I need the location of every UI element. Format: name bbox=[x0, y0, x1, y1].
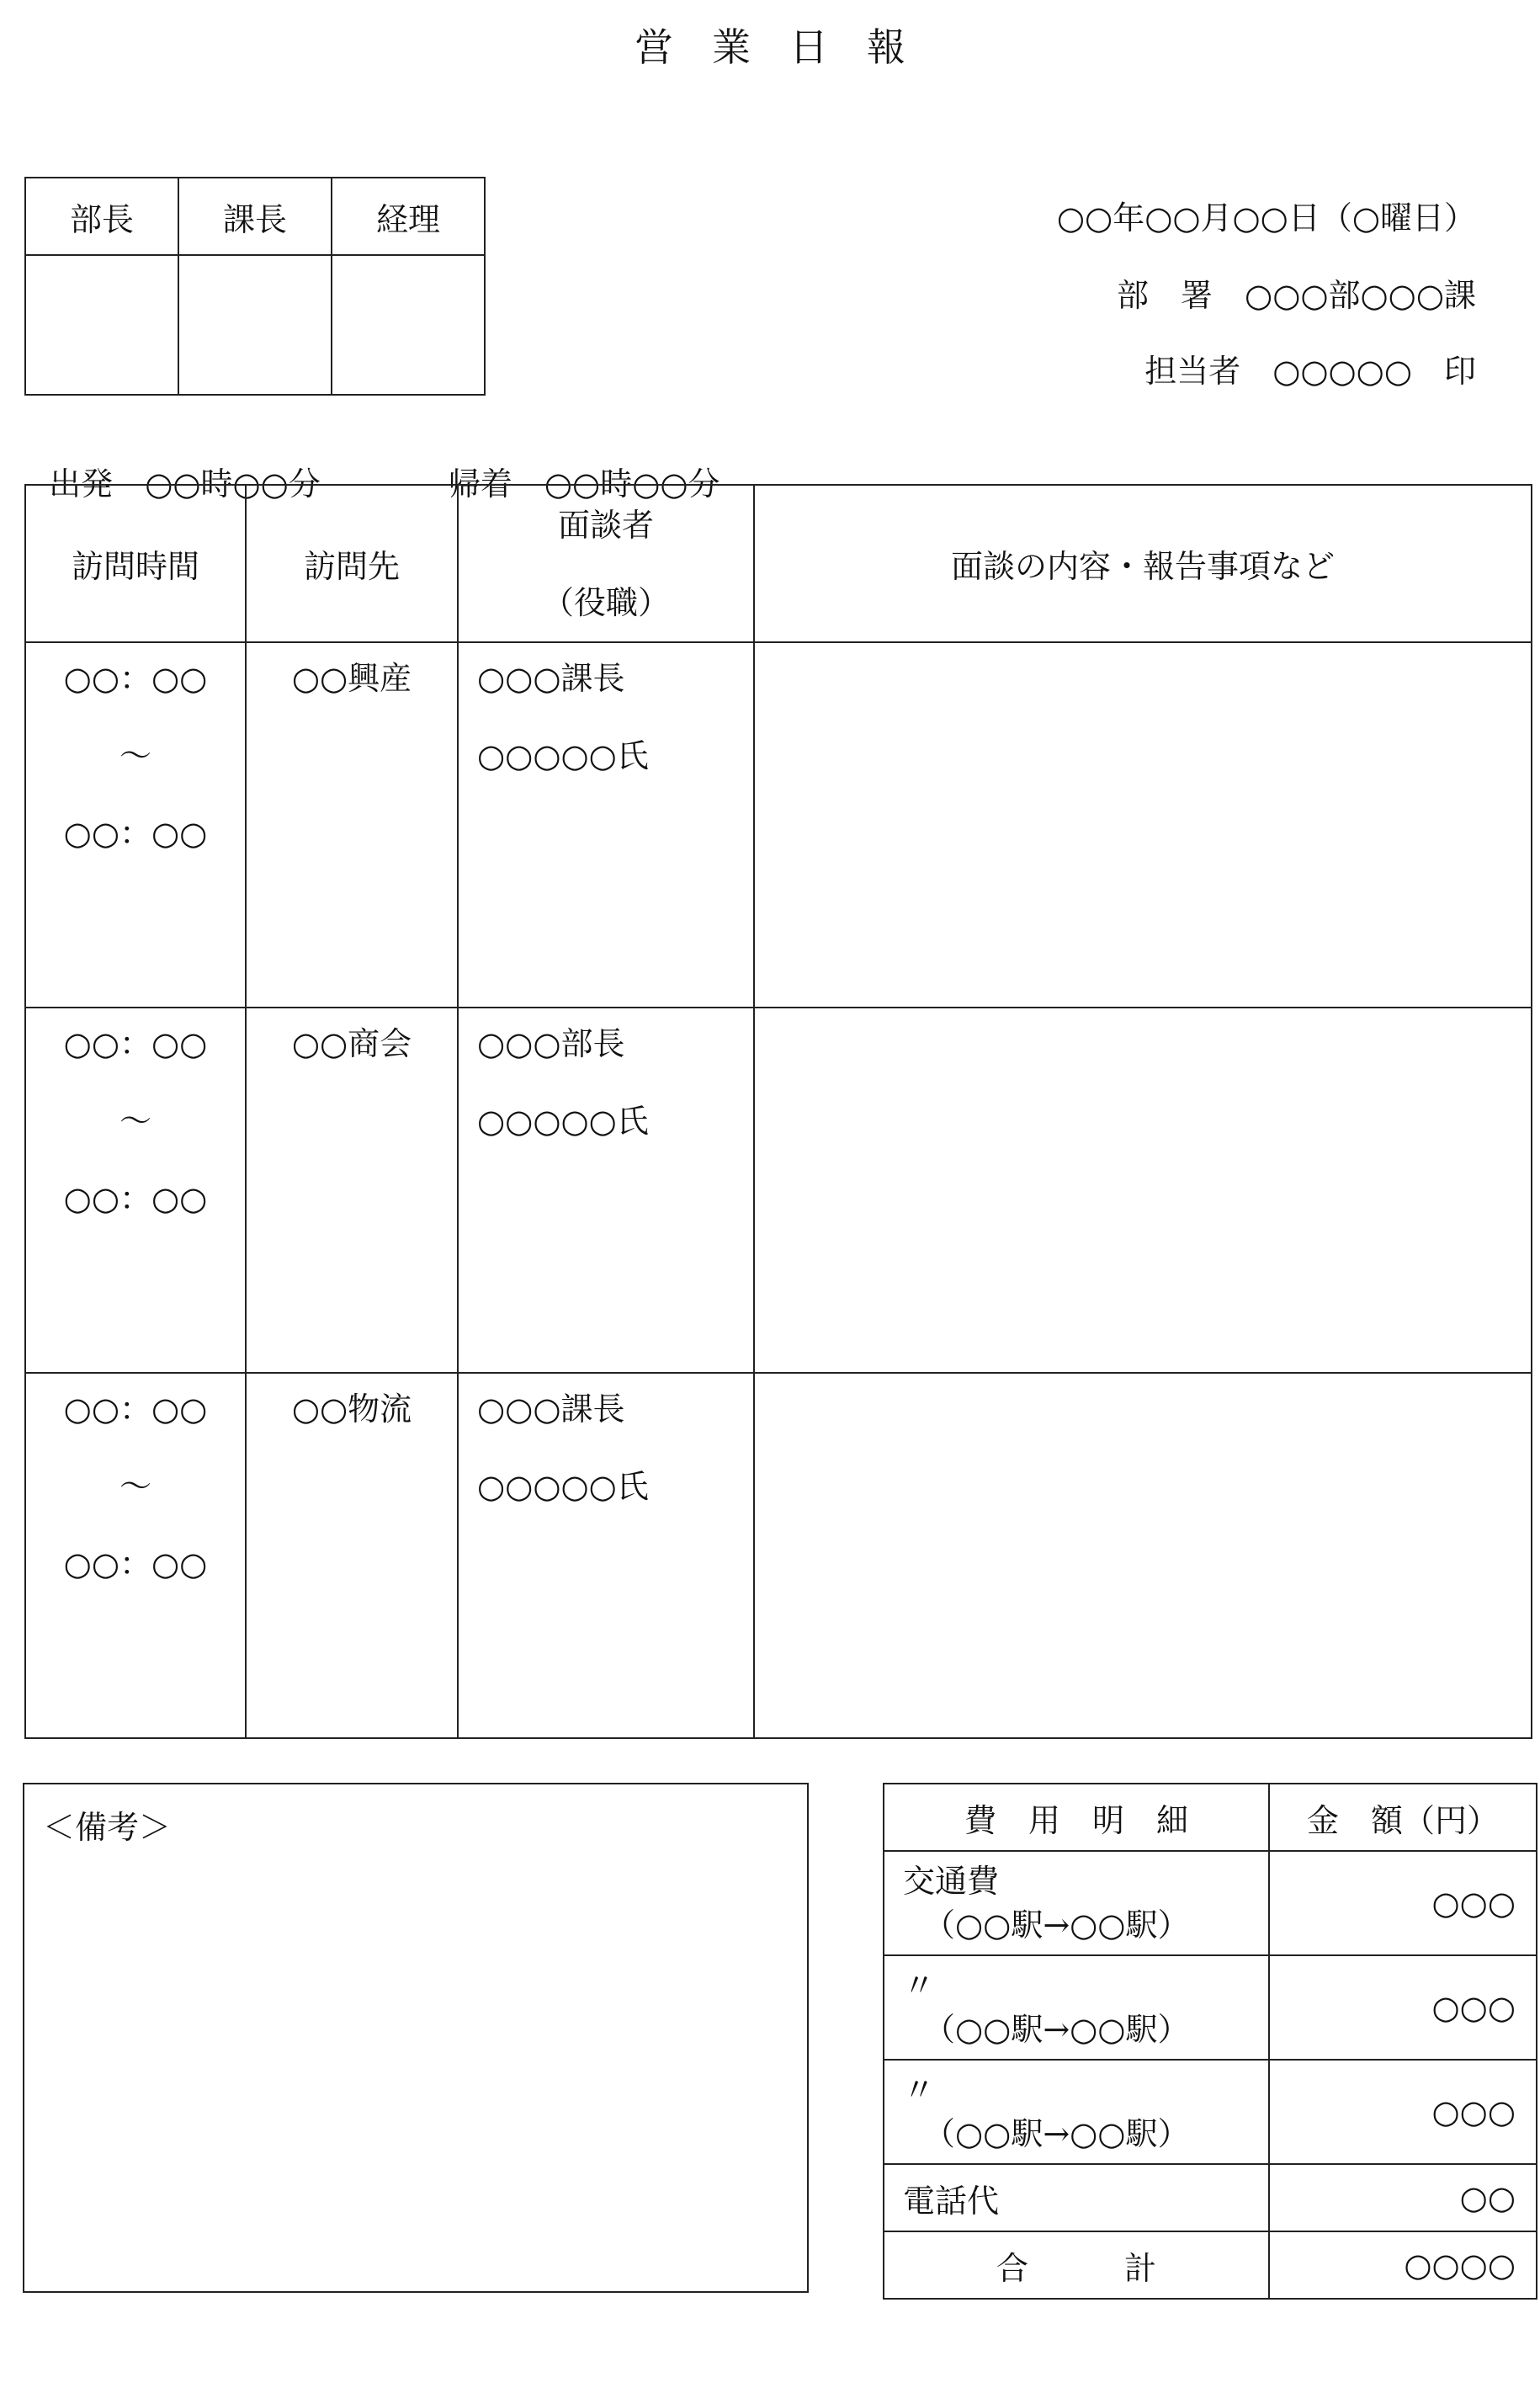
visit-content-cell[interactable] bbox=[754, 642, 1532, 1008]
approval-header-manager: 課長 bbox=[178, 178, 332, 255]
expense-item-name: 交通費 bbox=[903, 1863, 1000, 1900]
approval-table bbox=[24, 177, 486, 396]
visit-position: ○○○課長 bbox=[477, 660, 625, 697]
expense-table bbox=[883, 1783, 1537, 2300]
expense-phone-amount: ○○ bbox=[1269, 2164, 1537, 2231]
expense-phone-label: 電話代 bbox=[884, 2164, 1269, 2231]
approval-stamp-director[interactable] bbox=[25, 255, 178, 395]
expense-row bbox=[884, 2164, 1537, 2231]
visit-time-end: ○○：○○ bbox=[63, 815, 208, 852]
expense-item-route: （○○駅→○○駅） bbox=[923, 2011, 1190, 2048]
visit-time-end: ○○：○○ bbox=[63, 1180, 208, 1217]
visit-company: ○○物流 bbox=[291, 1391, 412, 1428]
visit-company: ○○興産 bbox=[291, 660, 412, 697]
visit-content-cell[interactable] bbox=[754, 1373, 1532, 1738]
visit-interviewee-cell bbox=[458, 1008, 754, 1373]
visit-header-interviewee-line1: 面談者 bbox=[557, 506, 654, 544]
expense-total-amount: ○○○○ bbox=[1269, 2231, 1537, 2299]
visit-position: ○○○課長 bbox=[477, 1391, 625, 1428]
expense-item-name: 〃 bbox=[903, 2071, 936, 2108]
visit-header-interviewee bbox=[458, 485, 754, 642]
visit-position: ○○○部長 bbox=[477, 1025, 625, 1062]
departure-time: ○○時○○分 bbox=[145, 465, 321, 503]
visit-header-destination: 訪問先 bbox=[246, 485, 458, 642]
expense-item-cell bbox=[884, 1955, 1269, 2060]
expense-row bbox=[884, 1851, 1537, 1955]
approval-stamp-accounting[interactable] bbox=[332, 255, 485, 395]
visit-header-interviewee-line2: （役職） bbox=[541, 583, 670, 621]
expense-item-route: （○○駅→○○駅） bbox=[923, 1906, 1190, 1944]
visit-time-start: ○○：○○ bbox=[63, 660, 208, 697]
table-row bbox=[25, 1373, 1532, 1738]
expense-row bbox=[884, 1955, 1537, 2060]
visit-destination-cell bbox=[246, 1373, 458, 1738]
visit-time-tilde: ～ bbox=[119, 737, 151, 774]
remarks-box[interactable] bbox=[23, 1783, 809, 2293]
report-date: ○○年○○月○○日（○曜日） bbox=[1056, 199, 1476, 237]
visit-table bbox=[24, 484, 1532, 1739]
visit-time-end: ○○：○○ bbox=[63, 1545, 208, 1582]
visit-header-time: 訪問時間 bbox=[25, 485, 246, 642]
return-label: 帰着 bbox=[448, 465, 512, 503]
expense-item-cell bbox=[884, 2060, 1269, 2164]
expense-item-amount: ○○○ bbox=[1269, 1851, 1537, 1955]
remarks-title: ＜備考＞ bbox=[43, 1809, 172, 1846]
table-row bbox=[25, 1008, 1532, 1373]
expense-item-cell bbox=[884, 1851, 1269, 1955]
expense-total-row bbox=[884, 2231, 1537, 2299]
visit-interviewee-cell bbox=[458, 642, 754, 1008]
person-in-charge: 担当者 ○○○○○ 印 bbox=[1144, 353, 1476, 390]
department: 部 署 ○○○部○○○課 bbox=[1117, 277, 1476, 314]
expense-item-amount: ○○○ bbox=[1269, 2060, 1537, 2164]
visit-time-cell bbox=[25, 642, 246, 1008]
approval-header-accounting: 経理 bbox=[332, 178, 485, 255]
expense-item-name: 〃 bbox=[903, 1967, 936, 2004]
expense-row bbox=[884, 2060, 1537, 2164]
return-time: ○○時○○分 bbox=[544, 465, 720, 503]
departure-label: 出発 bbox=[49, 465, 114, 503]
table-row bbox=[25, 642, 1532, 1008]
visit-header-content: 面談の内容・報告事項など bbox=[754, 485, 1532, 642]
visit-person: ○○○○○氏 bbox=[477, 1103, 649, 1140]
visit-content-cell[interactable] bbox=[754, 1008, 1532, 1373]
visit-time-start: ○○：○○ bbox=[63, 1025, 208, 1062]
approval-stamp-manager[interactable] bbox=[178, 255, 332, 395]
expense-total-label: 合 計 bbox=[884, 2231, 1269, 2299]
visit-destination-cell bbox=[246, 1008, 458, 1373]
visit-time-start: ○○：○○ bbox=[63, 1391, 208, 1428]
visit-person: ○○○○○氏 bbox=[477, 1468, 649, 1505]
expense-item-amount: ○○○ bbox=[1269, 1955, 1537, 2060]
visit-person: ○○○○○氏 bbox=[477, 737, 649, 774]
visit-time-cell bbox=[25, 1008, 246, 1373]
approval-header-director: 部長 bbox=[25, 178, 178, 255]
visit-time-cell bbox=[25, 1373, 246, 1738]
page-title-text: 営 業 日 報 bbox=[635, 24, 905, 70]
expense-header-amount: 金 額（円） bbox=[1269, 1784, 1537, 1851]
visit-company: ○○商会 bbox=[291, 1025, 412, 1062]
expense-header-item: 費 用 明 細 bbox=[884, 1784, 1269, 1851]
page-title bbox=[0, 17, 1540, 72]
expense-item-route: （○○駅→○○駅） bbox=[923, 2115, 1190, 2152]
visit-destination-cell bbox=[246, 642, 458, 1008]
visit-time-tilde: ～ bbox=[119, 1103, 151, 1140]
visit-time-tilde: ～ bbox=[119, 1468, 151, 1505]
visit-interviewee-cell bbox=[458, 1373, 754, 1738]
